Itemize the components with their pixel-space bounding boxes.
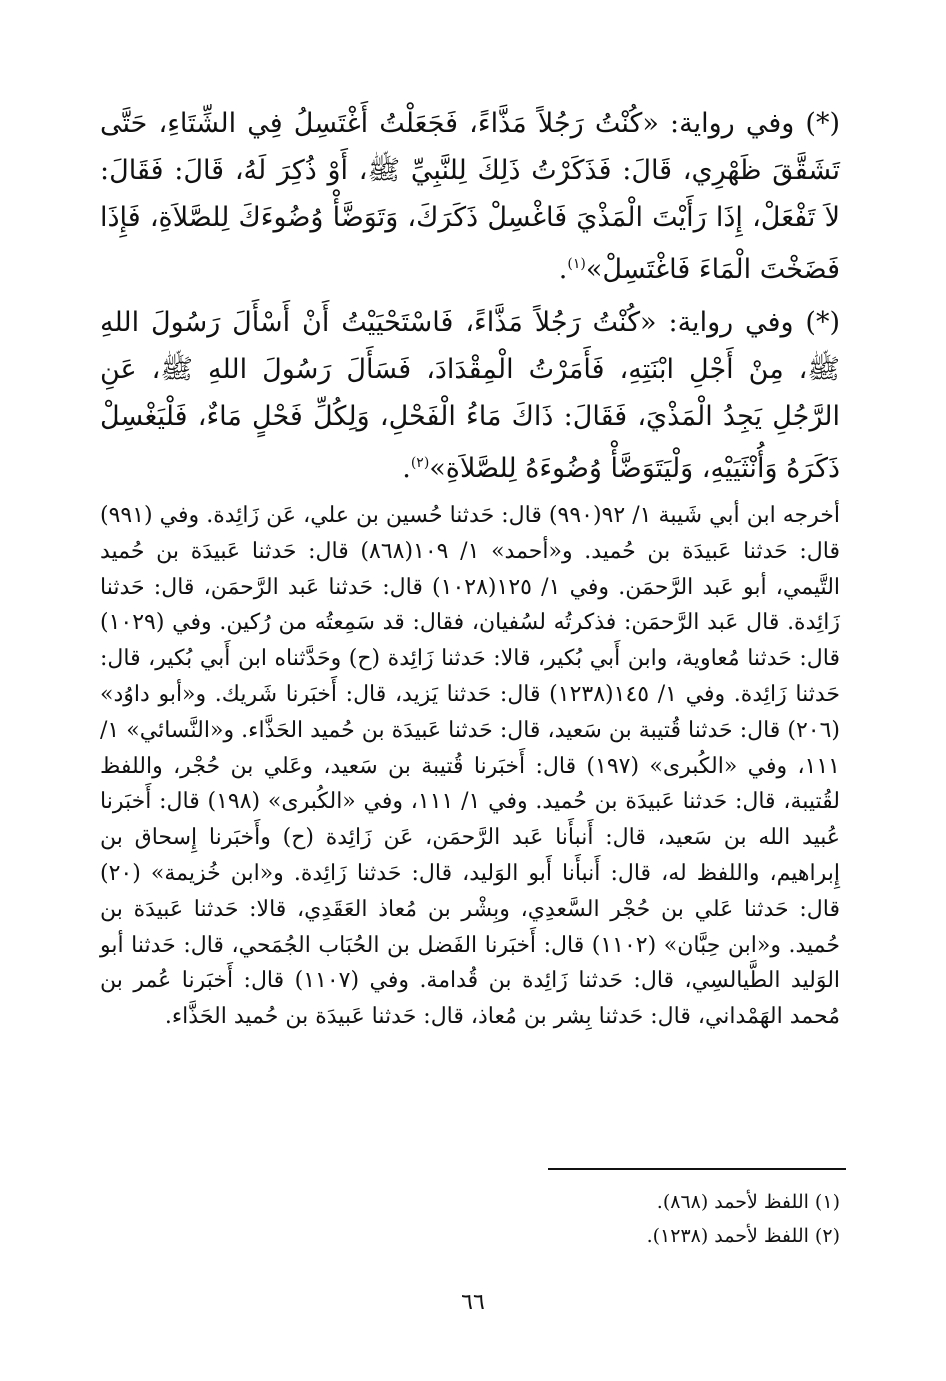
narration-end: . xyxy=(402,453,411,484)
hadith-text: «كُنْتُ رَجُلاً مَذَّاءً، فَجَعَلْتُ أَغْتَسِلُ فِي الشِّتَاءِ، حَتَّى تَشَقَّقَ ظَهْرِي، قَالَ: فَذَكَرْتُ ذَلِكَ لِلنَّبِيِّ ﷺ، أَوْ ذُكِرَ لَهُ، قَالَ: فَقَالَ: لاَ تَفْعَلْ، إِذَا رَأَيْتَ الْمَذْيَ فَاغْسِلْ ذَكَرَكَ، وَتَوَضَّأْ وُضُوءَكَ لِلصَّلاَةِ، فَإِذَا فَضَخْتَ الْمَاءَ فَاغْتَسِلْ» xyxy=(100,108,841,285)
narration-2 xyxy=(100,299,840,492)
narration-end: . xyxy=(558,254,568,285)
narration-prefix: (*) وفي رواية: xyxy=(656,307,840,338)
footnote-separator xyxy=(548,1168,846,1170)
footnote-ref: (٢) xyxy=(410,455,430,471)
footnote-2: (٢) اللفظ لأحمد (١٢٣٨). xyxy=(646,1225,840,1247)
footnotes xyxy=(240,1185,840,1253)
hadith-text: «كُنْتُ رَجُلاً مَذَّاءً، فَاسْتَحْيَيْتُ أَنْ أَسْأَلَ رَسُولَ اللهِ ﷺ، مِنْ أَجْلِ ابْنَتِهِ، فَأَمَرْتُ الْمِقْدَادَ، فَسَأَلَ رَسُولَ اللهِ ﷺ، عَنِ الرَّجُلِ يَجِدُ الْمَذْيَ، فَقَالَ: ذَاكَ مَاءُ الْفَحْلِ، وَلِكُلِّ فَحْلٍ مَاءٌ، فَلْيَغْسِلْ ذَكَرَهُ وَأُنْثَيَيْهِ، وَلْيَتَوَضَّأْ وُضُوءَهُ لِلصَّلاَةِ» xyxy=(100,307,840,484)
narration-1 xyxy=(100,100,840,293)
footnote-ref: (١) xyxy=(567,256,586,272)
takhrij-paragraph: أخرجه ابن أبي شَيبة ١/ ٩٢(٩٩٠) قال: حَدثنا حُسين بن علي، عَن زَائِدة. وفي (٩٩١) قال: حَدثنا عَبيدَة بن حُميد. و«أحمد» ١/ ١٠٩(٨٦٨) قال: حَدثنا عَبيدَة بن حُميد التَّيمي، أبو عَبد الرَّحمَن. وفي ١/ ١٢٥(١٠٢٨) قال: حَدثنا عَبد الرَّحمَن، قال: حَدثنا زَائِدة. قال عَبد الرَّحمَن: فذكرتُه لسُفيان، فقال: قد سَمِعتُه من رُكين. وفي (١٠٢٩) قال: حَدثنا مُعاوية، وابن أَبي بُكير، قالا: حَدثنا زَائِدة (ح) وحَدَّثناه ابن أَبي بُكير، قال: حَدثنا زَائِدة. وفي ١/ ١٤٥(١٢٣٨) قال: حَدثنا يَزيد، قال: أَخبَرنا شَريك. و«أبو داوُد» (٢٠٦) قال: حَدثنا قُتيبة بن سَعيد، قال: حَدثنا عَبيدَة بن حُميد الحَذَّاء. و«النَّسائي» ١/ ١١١، وفي «الكُبرى» (١٩٧) قال: أَخبَرنا قُتيبة بن سَعيد، وعَلي بن حُجْر، واللفظ لقُتيبة، قال: حَدثنا عَبيدَة بن حُميد. وفي ١/ ١١١، وفي «الكُبرى» (١٩٨) قال: أَخبَرنا عُبيد الله بن سَعيد، قال: أَنبأَنا عَبد الرَّحمَن، عَن زَائِدة (ح) وأَخبَرنا إِسحاق بن إِبراهيم، واللفظ له، قال: أَنبأَنا أَبو الوَليد، قال: حَدثنا زَائِدة. و«ابن خُزيمة» (٢٠) قال: حَدثنا عَلي بن حُجْر السَّعدِي، وبِشْر بن مُعاذ العَقَدِي، قالا: حَدثنا عَبيدَة بن حُميد. و«ابن حِبَّان» (١١٠٢) قال: أَخبَرنا الفَضل بن الحُبَاب الجُمَحي، قال: حَدثنا أبو الوَليد الطَّيالسِي، قال: حَدثنا زَائِدة بن قُدامة. وفي (١١٠٧) قال: أَخبَرنا عُمر بن مُحمد الهَمْداني، قال: حَدثنا بِشر بن مُعاذ، قال: حَدثنا عَبيدَة بن حُميد الحَذَّاء. xyxy=(100,503,841,1030)
footnote-1: (١) اللفظ لأحمد (٨٦٨). xyxy=(656,1191,840,1213)
page-number: ٦٦ xyxy=(461,1290,485,1315)
page-body xyxy=(100,100,840,1035)
narration-prefix: (*) وفي رواية: xyxy=(658,108,840,139)
